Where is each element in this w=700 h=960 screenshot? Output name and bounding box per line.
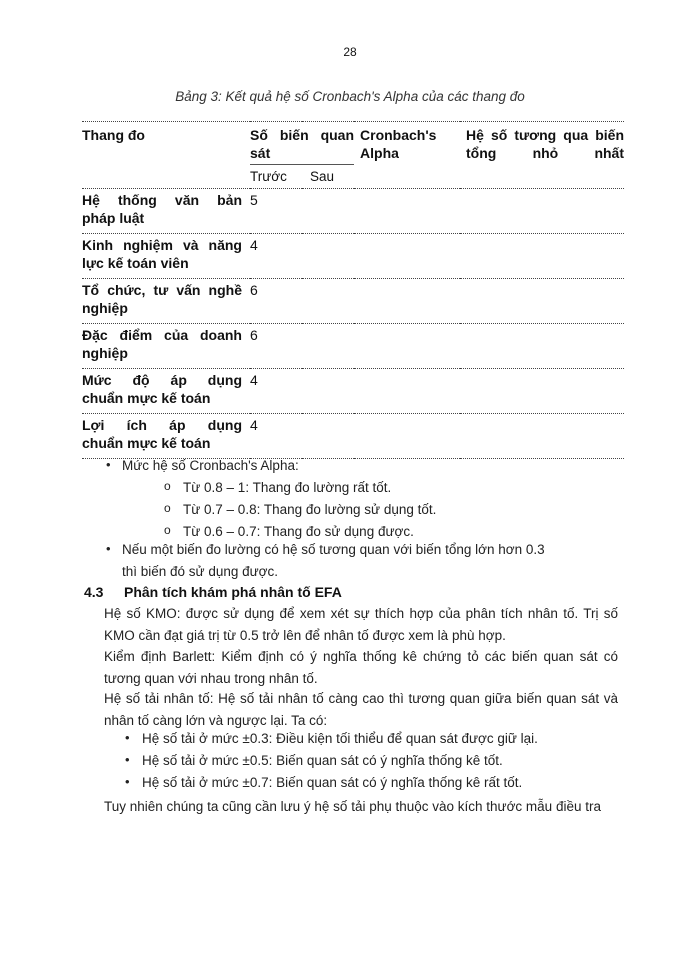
header-truoc: Trước (250, 165, 302, 189)
table-header-row (82, 122, 624, 165)
section-number: 4.3 (84, 584, 104, 600)
row-name-line1: Đặc điểm của doanh (82, 327, 242, 343)
table-row (82, 234, 624, 279)
table-caption: Bảng 3: Kết quả hệ số Cronbach's Alpha của các thang đo (175, 89, 525, 104)
row-name-line2: nghiệp (82, 300, 128, 316)
table-row (82, 414, 624, 459)
loading-bullet: • Hệ số tải ở mức ±0.3: Điều kiện tối thiểu để quan sát được giữ lại. (142, 731, 538, 746)
row-name-line1: Kinh nghiệm và năng (82, 237, 242, 253)
cronbach-level-bullet: • Mức hệ số Cronbach's Alpha: (122, 458, 299, 473)
header-cronbach: Cronbach's Alpha (354, 122, 460, 189)
table-row (82, 279, 624, 324)
section-title: Phân tích khám phá nhân tố EFA (124, 584, 342, 600)
row-name-line1: Mức độ áp dụng (82, 372, 242, 388)
row-count-truoc: 6 (250, 279, 302, 324)
header-thang-do: Thang đo (82, 122, 250, 189)
loading-bullet: • Hệ số tải ở mức ±0.7: Biến quan sát có ý nghĩa thống kê rất tốt. (142, 775, 522, 790)
row-count-truoc: 5 (250, 189, 302, 234)
row-name-line1: Tổ chức, tư vấn nghề (82, 282, 242, 298)
row-count-truoc: 6 (250, 324, 302, 369)
row-count-truoc: 4 (250, 369, 302, 414)
section-heading (84, 584, 342, 600)
loading-paragraph: Hệ số tải nhân tố: Hệ số tải nhân tố càng cao thì tương quan giữa biến quan sát và nhân tố càng lớn và ngược lại. Ta có: (104, 691, 618, 728)
correlation-note-bullet: • Nếu một biến đo lường có hệ số tương quan với biến tổng lớn hơn 0.3 (122, 542, 545, 557)
row-name-line2: chuẩn mực kế toán (82, 390, 211, 406)
cronbach-table (82, 121, 624, 459)
cronbach-level-item: o Từ 0.8 – 1: Thang đo lường rất tốt. (183, 480, 391, 495)
row-name-line2: chuẩn mực kế toán (82, 435, 211, 451)
row-name-line2: pháp luật (82, 210, 145, 226)
row-name-line1: Lợi ích áp dụng (82, 417, 242, 433)
loading-bullet: • Hệ số tải ở mức ±0.5: Biến quan sát có ý nghĩa thống kê tốt. (142, 753, 503, 768)
row-count-truoc: 4 (250, 414, 302, 459)
header-so-bien: Số biến quan sát (250, 122, 354, 165)
table-row (82, 369, 624, 414)
row-name-line2: nghiệp (82, 345, 128, 361)
cronbach-level-item: o Từ 0.6 – 0.7: Thang đo sử dụng được. (183, 524, 414, 539)
cronbach-level-item: o Từ 0.7 – 0.8: Thang đo lường sử dụng tốt. (183, 502, 436, 517)
table-row (82, 324, 624, 369)
kmo-paragraph: Hệ số KMO: được sử dụng để xem xét sự thích hợp của phân tích nhân tố. Trị số KMO cần đạt giá trị từ 0.5 trở lên để nhân tố được xem là phù hợp. (104, 606, 618, 643)
correlation-note-line2: thì biến đó sử dụng được. (122, 564, 279, 579)
header-sau: Sau (302, 165, 354, 189)
barlett-paragraph: Kiểm định Barlett: Kiểm định có ý nghĩa thống kê chứng tỏ các biến quan sát có tương quan với nhau trong nhân tố. (104, 649, 618, 686)
row-count-truoc: 4 (250, 234, 302, 279)
table-row (82, 189, 624, 234)
header-he-so: Hệ số tương qua biến tổng nhỏ nhất (460, 122, 624, 189)
row-name-line2: lực kế toán viên (82, 255, 189, 271)
final-paragraph: Tuy nhiên chúng ta cũng cần lưu ý hệ số tải phụ thuộc vào kích thước mẫu điều tra (104, 799, 601, 814)
row-name-line1: Hệ thống văn bản (82, 192, 242, 208)
page-number: 28 (343, 45, 357, 59)
